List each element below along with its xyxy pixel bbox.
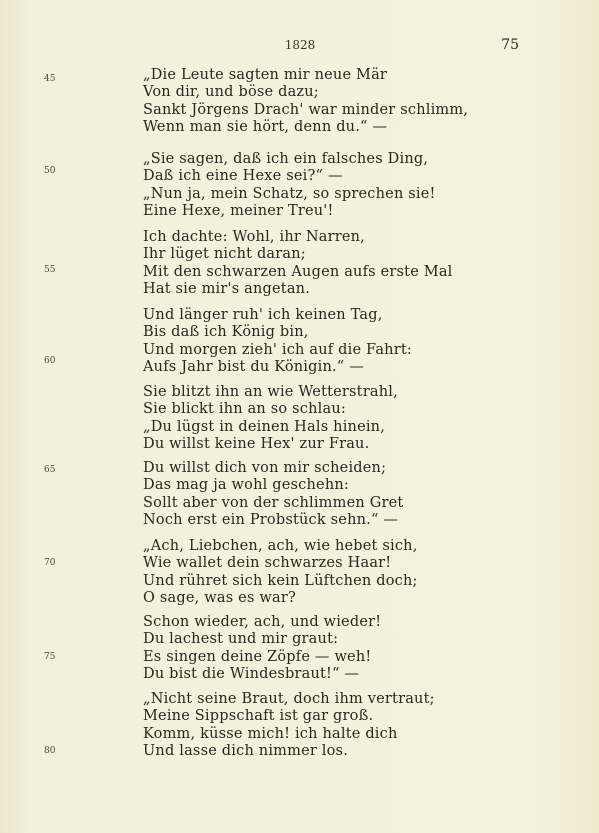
- verse-line: „Die Leute sagten mir neue Mär: [143, 67, 388, 83]
- stanza: [143, 67, 468, 136]
- verse-line: O sage, was es war?: [143, 589, 296, 606]
- stanza: [143, 307, 412, 376]
- stanza: [143, 384, 398, 453]
- verse-line: Ihr lüget nicht daran;: [143, 246, 306, 263]
- verse-line: Noch erst ein Probstück sehn.“ —: [143, 511, 399, 528]
- verse-line: Hat sie mir's angetan.: [143, 280, 311, 297]
- verse-line: Von dir, und böse dazu;: [143, 84, 319, 101]
- verse-line: Und morgen zieh' ich auf die Fahrt:: [143, 341, 412, 358]
- verse-line: Du bist die Windesbraut!“ —: [143, 665, 360, 682]
- running-head-year: 1828: [284, 38, 316, 52]
- verse-line: Und länger ruh' ich keinen Tag,: [143, 307, 383, 323]
- line-number: 55: [44, 265, 56, 275]
- verse-line: „Nun ja, mein Schatz, so sprechen sie!: [143, 185, 436, 202]
- verse-line: Sankt Jörgens Drach' war minder schlimm,: [143, 101, 469, 118]
- line-number: 65: [44, 465, 56, 475]
- verse-line: Bis daß ich König bin,: [143, 324, 309, 341]
- line-number: 75: [44, 652, 56, 662]
- verse-line: Wenn man sie hört, denn du.“ —: [143, 118, 388, 135]
- verse-line: Sollt aber von der schlimmen Gret: [143, 494, 404, 511]
- verse-line: Du willst dich von mir scheiden;: [143, 460, 387, 476]
- line-number: 45: [44, 74, 56, 84]
- verse-line: Komm, küsse mich! ich halte dich: [143, 725, 398, 742]
- stanza: [143, 229, 453, 298]
- verse-line: Du lachest und mir graut:: [143, 631, 339, 648]
- verse-line: Es singen deine Zöpfe — weh!: [143, 648, 372, 665]
- stanza: [143, 538, 418, 607]
- verse-line: „Ach, Liebchen, ach, wie hebet sich,: [143, 538, 418, 554]
- verse-line: Das mag ja wohl geschehn:: [143, 477, 349, 494]
- verse-line: Sie blitzt ihn an wie Wetterstrahl,: [143, 384, 398, 400]
- verse-line: Wie wallet dein schwarzes Haar!: [143, 555, 392, 572]
- stanza: [143, 614, 381, 683]
- verse-line: Daß ich eine Hexe sei?“ —: [143, 168, 343, 185]
- verse-line: Ich dachte: Wohl, ihr Narren,: [143, 229, 365, 245]
- stanza: [143, 460, 403, 529]
- line-number: 80: [44, 746, 56, 756]
- verse-line: Schon wieder, ach, und wieder!: [143, 614, 382, 630]
- verse-line: Mit den schwarzen Augen aufs erste Mal: [143, 263, 453, 280]
- verse-line: „Sie sagen, daß ich ein falsches Ding,: [143, 151, 429, 167]
- verse-line: Eine Hexe, meiner Treu'!: [143, 202, 334, 219]
- verse-line: „Nicht seine Braut, doch ihm vertraut;: [143, 691, 435, 707]
- verse-line: Meine Sippschaft ist gar groß.: [143, 708, 374, 725]
- line-number: 60: [44, 356, 56, 366]
- verse-line: Und rühret sich kein Lüftchen doch;: [143, 572, 418, 589]
- page-number: 75: [501, 37, 519, 53]
- verse-line: Und lasse dich nimmer los.: [143, 742, 349, 759]
- verse-line: „Du lügst in deinen Hals hinein,: [143, 418, 386, 435]
- line-number: 70: [44, 558, 56, 568]
- stanza: [143, 691, 435, 760]
- line-number: 50: [44, 166, 56, 176]
- verse-line: Du willst keine Hex' zur Frau.: [143, 435, 370, 452]
- stanza: [143, 151, 436, 220]
- verse-line: Aufs Jahr bist du Königin.“ —: [143, 358, 364, 375]
- verse-line: Sie blickt ihn an so schlau:: [143, 401, 346, 418]
